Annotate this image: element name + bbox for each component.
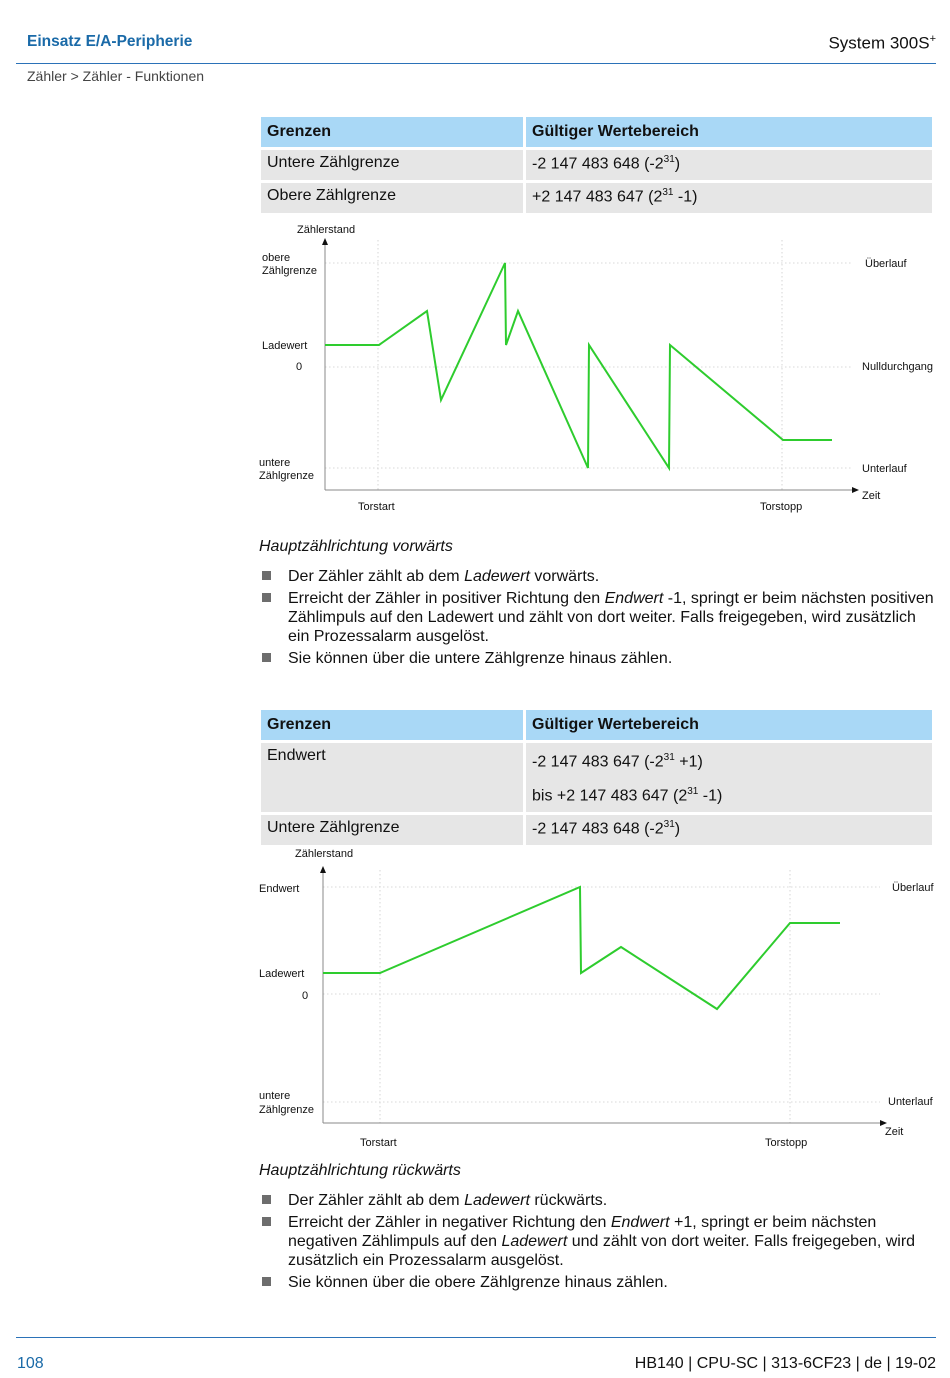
table-header-row bbox=[261, 710, 932, 740]
label-lower-limit-1: untere bbox=[259, 1090, 291, 1102]
bullet-text: +1, springt er beim nächsten negativen Zählimpuls auf den bbox=[288, 1214, 877, 1250]
counter-value-line bbox=[325, 263, 832, 468]
limit-name: Untere Zählgrenze bbox=[261, 150, 523, 180]
value-suffix: -1) bbox=[673, 188, 698, 206]
bullet-text: Sie können über die obere Zählgrenze hinaus zählen. bbox=[288, 1274, 668, 1291]
caption-forward: Hauptzählrichtung vorwärts bbox=[259, 538, 453, 555]
bullet-text: Der Zähler zählt ab dem bbox=[288, 568, 465, 585]
label-load-value: Ladewert bbox=[262, 340, 308, 352]
bullet-term: Ladewert bbox=[464, 568, 530, 585]
value-exp: 31 bbox=[687, 786, 699, 798]
bullet-text: Erreicht der Zähler in negativer Richtung den bbox=[288, 1214, 611, 1231]
label-lower-limit-2: Zählgrenze bbox=[259, 470, 315, 482]
label-gate-stop: Torstopp bbox=[760, 501, 803, 513]
product-name-text: System 300S bbox=[828, 33, 930, 53]
bullet-term: Ladewert bbox=[464, 1192, 530, 1209]
value-text: bis +2 147 483 647 (2 bbox=[532, 787, 688, 805]
label-underflow: Unterlauf bbox=[888, 1096, 933, 1108]
label-zero: 0 bbox=[302, 990, 309, 1002]
value-text: -2 147 483 648 (-2 bbox=[532, 819, 664, 837]
value-text: -2 147 483 648 (-2 bbox=[532, 155, 664, 173]
axes bbox=[323, 873, 880, 1123]
bullet-text: Sie können über die untere Zählgrenze hinaus zählen. bbox=[288, 650, 673, 667]
value-exp: 31 bbox=[663, 752, 675, 763]
value-line bbox=[532, 747, 926, 773]
limit-value bbox=[526, 743, 932, 812]
label-zero: 0 bbox=[296, 361, 303, 373]
bullet-text: -1, springt er beim nächsten positiven Zählimpuls auf den Ladewert und zählt von dort weiter. Falls freigegeben, wird zusätzlich ein Prozessalarm ausgelöst. bbox=[288, 590, 934, 645]
bullet-text: Der Zähler zählt ab dem bbox=[288, 1192, 465, 1209]
page-number: 108 bbox=[17, 1355, 44, 1372]
list-item bbox=[259, 589, 939, 646]
bullet-square-icon bbox=[262, 1195, 271, 1204]
counter-value-line bbox=[323, 887, 840, 1009]
limit-name: Endwert bbox=[261, 743, 523, 812]
limit-name: Obere Zählgrenze bbox=[261, 183, 523, 213]
bullet-text: vorwärts. bbox=[529, 568, 600, 585]
bullet-term: Endwert bbox=[604, 590, 664, 607]
x-axis-arrow-icon bbox=[852, 487, 859, 493]
document-reference: HB140 | CPU-SC | 313-6CF23 | de | 19-02 bbox=[634, 1355, 936, 1372]
chart-backward bbox=[0, 830, 950, 1160]
col-limits: Grenzen bbox=[261, 710, 523, 740]
label-lower-limit-2: Zählgrenze bbox=[259, 1104, 315, 1116]
value-suffix: ) bbox=[674, 155, 681, 173]
label-upper-limit-1: obere bbox=[262, 252, 291, 264]
value-suffix: -1) bbox=[698, 787, 723, 805]
value-suffix: +1) bbox=[674, 753, 703, 771]
bullet-text: rückwärts. bbox=[529, 1192, 608, 1209]
list-item bbox=[259, 1191, 939, 1210]
bullet-list-forward bbox=[259, 567, 939, 671]
bullet-list-backward bbox=[259, 1191, 939, 1295]
y-axis-title: Zählerstand bbox=[295, 848, 354, 860]
chart-forward bbox=[0, 0, 950, 540]
label-upper-limit-2: Zählgrenze bbox=[262, 265, 318, 277]
label-zero-crossing: Nulldurchgang bbox=[862, 361, 933, 373]
value-suffix: ) bbox=[674, 819, 681, 837]
value-exp: 31 bbox=[663, 154, 675, 165]
limits-table-backward bbox=[258, 707, 935, 848]
y-axis-arrow-icon bbox=[320, 866, 326, 873]
breadcrumb: Zähler > Zähler - Funktionen bbox=[27, 68, 205, 84]
label-gate-start: Torstart bbox=[360, 1137, 397, 1149]
bullet-term: Ladewert bbox=[501, 1233, 568, 1250]
list-item bbox=[259, 1273, 939, 1292]
section-title: Einsatz E/A-Peripherie bbox=[27, 33, 193, 50]
bullet-text: und zählt von dort weiter. Falls freigegeben, wird zusätzlich ein Prozessalarm ausgelöst. bbox=[288, 1233, 916, 1269]
label-overflow: Überlauf bbox=[892, 882, 934, 894]
value-exp: 31 bbox=[663, 818, 675, 830]
bullet-square-icon bbox=[262, 1217, 271, 1226]
grid-lines bbox=[323, 870, 880, 1123]
list-item bbox=[259, 649, 939, 668]
caption-backward: Hauptzählrichtung rückwärts bbox=[259, 1162, 461, 1179]
label-gate-start: Torstart bbox=[358, 501, 395, 513]
bullet-text: Erreicht der Zähler in positiver Richtung den bbox=[288, 590, 605, 607]
label-gate-stop: Torstopp bbox=[765, 1137, 808, 1149]
list-item bbox=[259, 1213, 939, 1270]
col-valid-range: Gültiger Wertebereich bbox=[526, 117, 932, 147]
label-overflow: Überlauf bbox=[865, 258, 907, 270]
label-underflow: Unterlauf bbox=[862, 463, 907, 475]
table-row bbox=[261, 743, 932, 812]
label-lower-limit-1: untere bbox=[259, 457, 291, 469]
product-name-sup: + bbox=[929, 33, 936, 45]
bullet-square-icon bbox=[262, 1277, 271, 1286]
label-load-value: Ladewert bbox=[259, 968, 305, 980]
x-axis-title: Zeit bbox=[885, 1126, 904, 1138]
limit-name: Untere Zählgrenze bbox=[261, 815, 523, 845]
bullet-square-icon bbox=[262, 571, 271, 580]
value-text: +2 147 483 647 (2 bbox=[532, 188, 663, 206]
y-axis-arrow-icon bbox=[322, 238, 328, 245]
list-item bbox=[259, 567, 939, 586]
bullet-square-icon bbox=[262, 593, 271, 602]
value-line bbox=[532, 781, 926, 807]
y-axis-title: Zählerstand bbox=[297, 224, 356, 236]
bullet-term: Endwert bbox=[610, 1214, 670, 1231]
bullet-square-icon bbox=[262, 653, 271, 662]
value-exp: 31 bbox=[662, 187, 674, 198]
x-axis-title: Zeit bbox=[862, 490, 881, 502]
label-end-value: Endwert bbox=[259, 883, 300, 895]
col-limits: Grenzen bbox=[261, 117, 523, 147]
value-text: -2 147 483 647 (-2 bbox=[532, 753, 664, 771]
footer-divider bbox=[16, 1337, 936, 1338]
col-valid-range: Gültiger Wertebereich bbox=[526, 710, 932, 740]
